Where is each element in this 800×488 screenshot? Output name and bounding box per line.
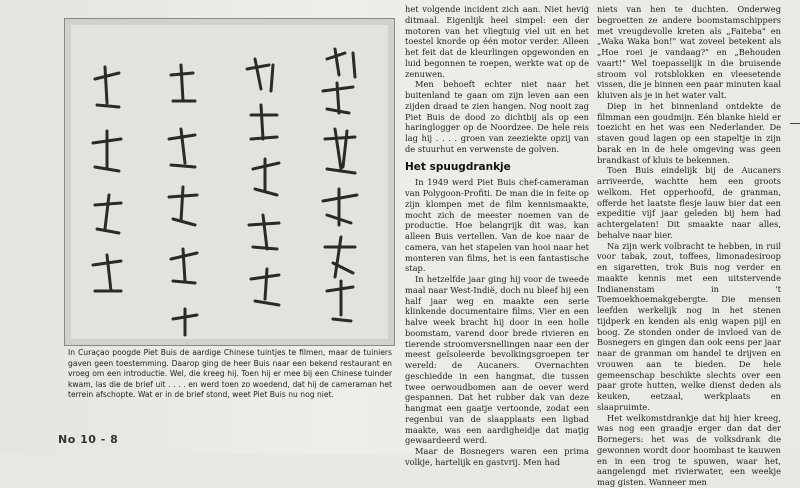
paragraph: Diep in het binnenland ontdekte de filmman een goudmijn. Eén blanke hield er toezicht en het was een Nederlander. De staven goud lagen op een stapeltje in zijn barak en in de hele omgeving was geen brandkast of kluis te bekennen. [597,100,781,165]
paragraph: Toen Buis eindelijk bij de Aucaners arriveerde, wachtte hem een groots welkom. Het opperhoofd, de granman, offerde het laatste flesje lauw bier dat een expeditie vijf jaar geleden bij hem had achtergelaten! Dit smaakte naar alles, behalve naar bier. [597,165,781,240]
section-heading: Het spuugdrankje [405,160,511,173]
paragraph: Het welkomstdrankje dat hij hier kreeg, was nog een graadje erger dan dat der Bornegers: het was de volksdrank die gewonnen wordt door hoombast te kauwen en in een trog te spuwen, waar het, aangelengd met rivierwater, een weekje mag gisten. Wanneer men [597,412,781,487]
photo-chinese-letter [64,18,395,346]
paragraph: Na zijn werk volbracht te hebben, in ruil voor tabak, zout, toffees, limonadesiroop en sigaretten, trok Buis nog verder en maakte kennis met een uitstervende Indianenstam in 't Toemoekhoemakgebergte. Die mensen leefden werkelijk nog in het stenen tijdperk en kenden als enig wapen pijl en boog. Ze stonden onder de invloed van de Bosnegers en gingen dan ook eens per jaar naar de granman om handel te drijven en vrouwen aan te bieden. De hele gemeenschap beschikte slechts over een paar grote hutten, welke dienst deden als keuken, eetzaal, werkplaats en slaapruimte. [597,240,781,412]
handwritten-chinese-letter-icon [65,19,394,345]
paragraph: In hetzelfde jaar ging hij voor de tweede maal naar West-Indië, doch nu bleef hij een half jaar weg en maakte een serie klinkende documentaire films. Vier en een halve week bracht hij door in een holle boomstam, varend door brede rivieren en tierende stroomversnellingen naar een der meest geïsoleerde bevolkingsgroepen ter wereld: de Aucaners. Overnachten geschiedde in een hangmat, die tussen twee oerwoudbomen aan de oever werd gespannen. Dat het rubber dak van deze hangmat een gaatje vertoonde, zodat een regenbui van de slaapplaats een ligbad maakte, was een aardigheidje dat maţig gewaardeerd werd. [405,274,589,446]
paragraph: Men behoeft echter niet naar het buitenland te gaan om zijn leven aan een zijden draad te zien hangen. Nog nooit zag Piet Buis de dood zo dichtbij als op een haringlogger op de Noordzee. De hele reis lag hij . . . . groen van zeeziekte opzij van de stuurhut en verwenste de golven. [405,79,589,154]
photo-caption: In Curaçao poogde Piet Buis de aardige Chinese tuintjes te filmen, maar de tuiniers gaven geen toestemming. Daarop ging de heer Buis naar een bekend restaurant en vroeg om een introductie. Wel, die kreeg hij. Toen hij er mee bij een Chinese tuinder kwam, las die de brief uit . . . . en werd toen zo woedend, dat hij de cameraman het terrein afschopte. Wat er in de brief stond, weet Piet Buis nu nog niet. [68,348,392,400]
paragraph: niets van hen te duchten. Onderweg begroetten ze andere boomstamschippers met vreugdevolle kreten als „Faiteba" en „Waka Waka bon!" wat zoveel betekent als „Hoe roei je vandaag?" en „Behouden vaart!" Wel toepasselijk in die bruisende stroom vol rotsblokken en vleesetende vissen, die je binnen een paar minuten kaal kluiven als je in het water valt. [597,4,781,100]
paragraph: In 1949 werd Piet Buis chef-cameraman van Polygoon-Profiti. De man die in feite op zijn klompen met de film kennismaakte, mocht zich de meester noemen van de productie. Hoe belangrijk dit was, kan alleen Buis vertellen. Van de koe naar de camera, van het stapelen van hooi naar het monteren van films, het is een fantastische stap. [405,177,589,274]
article-column-2 [597,4,781,488]
article-column-1 [405,4,589,468]
paragraph: het volgende incident zich aan. Niet heviģ ditmaal. Eigenlijk heel simpel: een der motoren van het vliegtuig viel uit en het toestel knorde op één motor verder. Alleen het feit dat de kleurlingen opgewonden en luid begonnen te roepen, werkte wat op de zenuwen. [405,4,589,79]
page-number: No 10 - 8 [58,433,119,446]
margin-mark [790,123,800,124]
paragraph: Maar de Bosnegers waren een prima volkje, hartelijk en gastvrij. Men had [405,446,589,467]
